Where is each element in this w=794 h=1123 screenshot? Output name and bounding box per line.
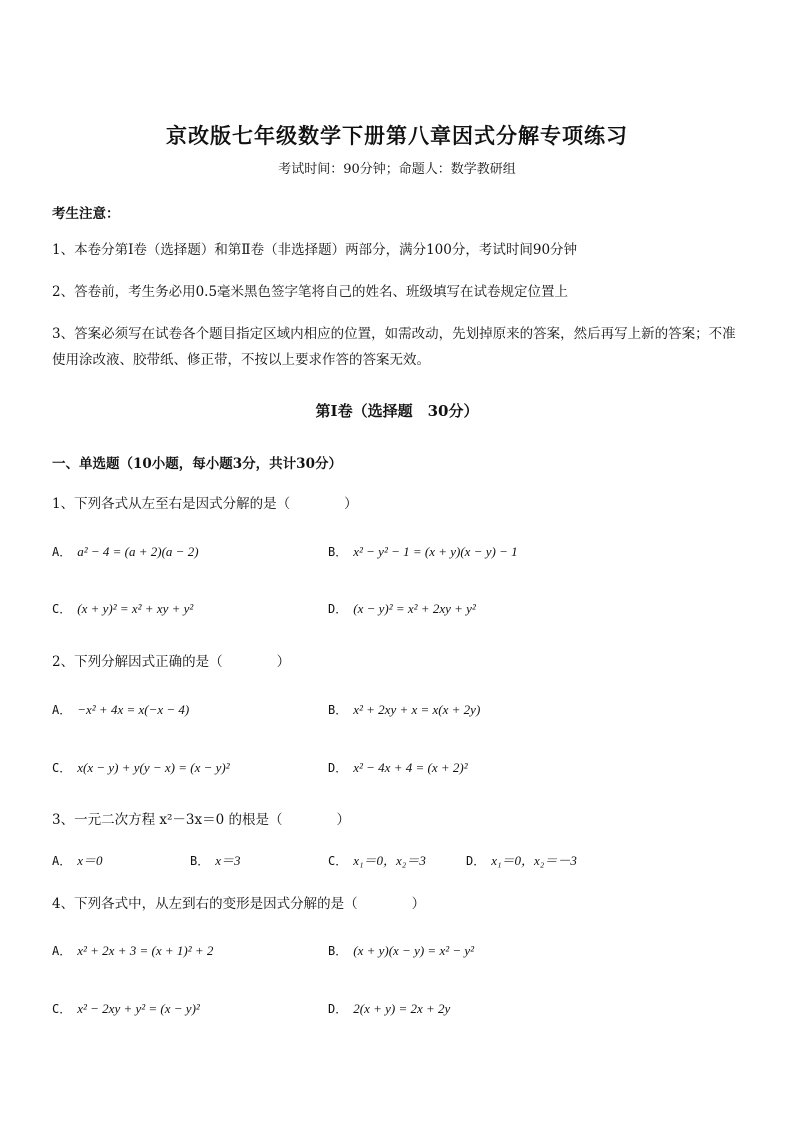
option-a[interactable] xyxy=(52,850,103,869)
question-stem: 2、下列分解因式正确的是（ ） xyxy=(52,654,291,670)
option-letter: D． xyxy=(328,761,348,775)
option-formula: x² − y² − 1 = (x + y)(x − y) − 1 xyxy=(353,544,518,559)
option-formula: x² + 2xy + x = x(x + 2y) xyxy=(353,702,481,717)
option-b[interactable] xyxy=(328,942,474,959)
option-b[interactable] xyxy=(328,543,518,560)
option-formula: x² − 4x + 4 = (x + 2)² xyxy=(353,760,468,775)
option-c[interactable] xyxy=(52,1000,200,1017)
exam-info: 考试时间：90分钟；命题人：数学教研组 xyxy=(278,162,516,177)
option-formula: x₁＝0，x₂＝3 xyxy=(353,853,426,868)
option-d[interactable] xyxy=(328,759,468,776)
question-stem: 3、一元二次方程 x²－3x＝0 的根是（ ） xyxy=(52,812,350,828)
option-formula: −x² + 4x = x(−x − 4) xyxy=(77,702,190,717)
notice-heading: 考生注意： xyxy=(52,206,120,222)
option-d[interactable] xyxy=(328,1000,450,1017)
option-letter: C． xyxy=(52,761,72,775)
option-letter: B． xyxy=(190,854,210,868)
option-d[interactable] xyxy=(328,600,476,617)
part-title: 一、单选题（10小题，每小题3分，共计30分） xyxy=(52,456,342,472)
option-formula: (x + y)(x − y) = x² − y² xyxy=(353,943,475,958)
option-formula: x(x − y) + y(y − x) = (x − y)² xyxy=(77,760,230,775)
option-letter: A． xyxy=(52,545,72,559)
option-formula: x₁＝0，x₂＝－3 xyxy=(491,853,577,868)
option-a[interactable] xyxy=(52,942,213,959)
option-c[interactable] xyxy=(52,600,193,617)
option-c[interactable] xyxy=(52,759,230,776)
option-letter: C． xyxy=(328,854,348,868)
notice-item: 1、本卷分第Ⅰ卷（选择题）和第Ⅱ卷（非选择题）两部分，满分100分，考试时间90分钟 xyxy=(52,242,578,258)
option-a[interactable] xyxy=(52,701,189,718)
page-title: 京改版七年级数学下册第八章因式分解专项练习 xyxy=(166,123,628,148)
option-b[interactable] xyxy=(328,701,480,718)
option-letter: C． xyxy=(52,1002,72,1016)
option-formula: (x − y)² = x² + 2xy + y² xyxy=(353,601,476,616)
option-letter: D． xyxy=(328,602,348,616)
option-letter: D． xyxy=(466,854,486,868)
option-c[interactable] xyxy=(328,850,426,869)
option-letter: B． xyxy=(328,703,348,717)
notice-item: 2、答卷前，考生务必用0.5毫米黑色签字笔将自己的姓名、班级填写在试卷规定位置上 xyxy=(52,284,569,300)
question-stem: 4、下列各式中，从左到右的变形是因式分解的是（ ） xyxy=(52,896,426,912)
option-d[interactable] xyxy=(466,850,577,869)
option-letter: B． xyxy=(328,545,348,559)
option-letter: B． xyxy=(328,944,348,958)
option-formula: x＝0 xyxy=(77,853,103,868)
option-letter: A． xyxy=(52,944,72,958)
notice-item: 3、答案必须写在试卷各个题目指定区域内相应的位置，如需改动，先划掉原来的答案，然后再写上新的答案；不准使用涂改液、胶带纸、修正带，不按以上要求作答的答案无效。 xyxy=(52,326,736,368)
option-formula: a² − 4 = (a + 2)(a − 2) xyxy=(77,544,199,559)
option-b[interactable] xyxy=(190,850,241,869)
option-letter: C． xyxy=(52,602,72,616)
option-letter: D． xyxy=(328,1002,348,1016)
option-formula: x＝3 xyxy=(215,853,241,868)
section-title: 第Ⅰ卷（选择题 30分） xyxy=(315,402,479,420)
option-formula: (x + y)² = x² + xy + y² xyxy=(77,601,194,616)
option-a[interactable] xyxy=(52,543,199,560)
question-stem: 1、下列各式从左至右是因式分解的是（ ） xyxy=(52,496,358,512)
option-formula: x² − 2xy + y² = (x − y)² xyxy=(77,1001,200,1016)
option-formula: x² + 2x + 3 = (x + 1)² + 2 xyxy=(77,943,214,958)
option-letter: A． xyxy=(52,854,72,868)
option-formula: 2(x + y) = 2x + 2y xyxy=(353,1001,451,1016)
option-letter: A． xyxy=(52,703,72,717)
